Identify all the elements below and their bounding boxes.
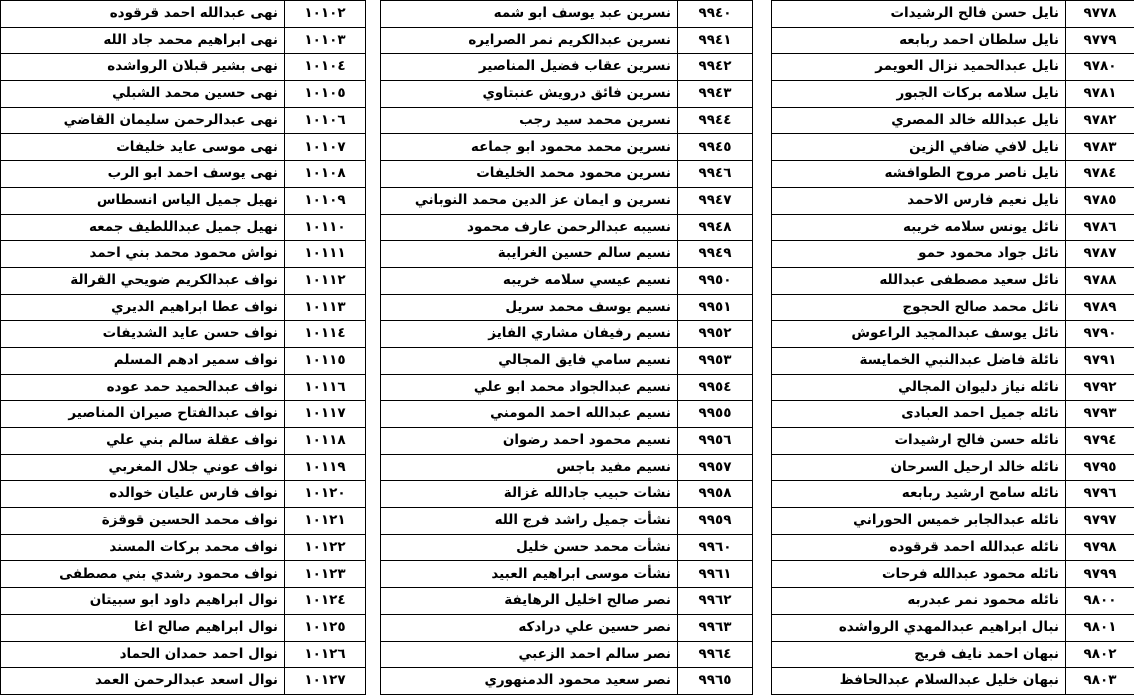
serial-number: ٩٩٦٢ (678, 588, 753, 615)
person-name: نواف عطا ابراهيم الديري (1, 294, 285, 321)
serial-number: ٩٧٨١ (1066, 81, 1134, 108)
table-row (1, 187, 366, 214)
person-name: نايل ناصر مروح الطوافشه (772, 161, 1066, 188)
table-row (772, 267, 1134, 294)
person-name: نسرين عقاب فضيل المناصير (381, 54, 678, 81)
serial-number: ١٠١٢٦ (285, 641, 366, 668)
person-name: نسرين محمد محمود ابو جماعه (381, 134, 678, 161)
serial-number: ٩٩٥١ (678, 294, 753, 321)
serial-number: ٩٧٩٥ (1066, 454, 1134, 481)
person-name: نسرين محمد سيد رجب (381, 107, 678, 134)
serial-number: ٩٩٥٧ (678, 454, 753, 481)
table-row (381, 241, 753, 268)
person-name: نايل حسن فالح الرشيدات (772, 1, 1066, 28)
table-row (772, 481, 1134, 508)
person-name: نهى يوسف احمد ابو الرب (1, 161, 285, 188)
column-middle (380, 0, 753, 695)
serial-number: ١٠١١٣ (285, 294, 366, 321)
serial-number: ٩٩٤٢ (678, 54, 753, 81)
person-name: نايل عبدالحميد نزال العويمر (772, 54, 1066, 81)
person-name: نواف فارس عليان خوالده (1, 481, 285, 508)
person-name: نواف عبدالحميد حمد عوده (1, 374, 285, 401)
serial-number: ٩٩٥٦ (678, 428, 753, 455)
table-row (381, 1, 753, 28)
table-row (381, 347, 753, 374)
person-name: نصر سعيد محمود الدمنهوري (381, 668, 678, 695)
person-name: نصر حسين علي درادكه (381, 614, 678, 641)
serial-number: ٩٩٥٥ (678, 401, 753, 428)
table-row (381, 294, 753, 321)
person-name: نائله سامح ارشيد ربابعه (772, 481, 1066, 508)
person-name: نشات حبيب جادالله غزالة (381, 481, 678, 508)
serial-number: ٩٩٤٦ (678, 161, 753, 188)
table-row (1, 321, 366, 348)
serial-number: ١٠١١٨ (285, 428, 366, 455)
person-name: نسيبه عبدالرحمن عارف محمود (381, 214, 678, 241)
person-name: نواف عبدالكريم ضويحي القرالة (1, 267, 285, 294)
serial-number: ٩٧٩٤ (1066, 428, 1134, 455)
person-name: نواف عبدالفتاح صيران المناصير (1, 401, 285, 428)
table-row (1, 614, 366, 641)
person-name: نصر صالح اخليل الرهايفة (381, 588, 678, 615)
table-row (381, 81, 753, 108)
person-name: نواف محمد الحسين قوقزة (1, 508, 285, 535)
table-row (1, 134, 366, 161)
table-row (772, 241, 1134, 268)
table-row (1, 534, 366, 561)
table-row (1, 374, 366, 401)
person-name: نشأت جميل راشد فرج الله (381, 508, 678, 535)
table-row (381, 561, 753, 588)
person-name: نبهان احمد نايف فريج (772, 641, 1066, 668)
serial-number: ٩٧٨٤ (1066, 161, 1134, 188)
table-row (772, 508, 1134, 535)
names-table (771, 0, 1134, 695)
names-table (380, 0, 753, 695)
serial-number: ٩٩٥٩ (678, 508, 753, 535)
table-row (772, 428, 1134, 455)
table-row (772, 347, 1134, 374)
table-row (1, 401, 366, 428)
person-name: نايل نعيم فارس الاحمد (772, 187, 1066, 214)
table-row (772, 27, 1134, 54)
table-row (1, 561, 366, 588)
person-name: نايل سلطان احمد ربابعه (772, 27, 1066, 54)
person-name: نسيم سالم حسين الغرايبة (381, 241, 678, 268)
serial-number: ٩٧٩٦ (1066, 481, 1134, 508)
person-name: نهى حسين محمد الشبلي (1, 81, 285, 108)
table-row (1, 588, 366, 615)
serial-number: ٩٩٦١ (678, 561, 753, 588)
table-row (1, 267, 366, 294)
serial-number: ١٠١١٧ (285, 401, 366, 428)
table-row (381, 267, 753, 294)
serial-number: ٩٧٨٩ (1066, 294, 1134, 321)
table-row (1, 508, 366, 535)
person-name: نوال ابراهيم صالح اغا (1, 614, 285, 641)
person-name: نهى عبدالله احمد قرقوده (1, 1, 285, 28)
serial-number: ٩٧٨٣ (1066, 134, 1134, 161)
serial-number: ١٠١٠٤ (285, 54, 366, 81)
table-row (381, 161, 753, 188)
serial-number: ٩٩٦٠ (678, 534, 753, 561)
person-name: نائله خالد ارحيل السرحان (772, 454, 1066, 481)
table-row (1, 107, 366, 134)
serial-number: ٩٩٤٧ (678, 187, 753, 214)
table-row (1, 1, 366, 28)
table-row (772, 1, 1134, 28)
table-row (381, 588, 753, 615)
table-row (772, 534, 1134, 561)
person-name: نايل سلامه بركات الجبور (772, 81, 1066, 108)
person-name: نسيم مفيد باجس (381, 454, 678, 481)
table-row (772, 401, 1134, 428)
table-row (772, 454, 1134, 481)
table-row (381, 107, 753, 134)
serial-number: ٩٧٩١ (1066, 347, 1134, 374)
table-row (381, 374, 753, 401)
table-row (1, 428, 366, 455)
table-row (381, 534, 753, 561)
serial-number: ٩٨٠٣ (1066, 668, 1134, 695)
table-row (381, 428, 753, 455)
serial-number: ٩٩٤١ (678, 27, 753, 54)
table-row (381, 668, 753, 695)
table-row (1, 641, 366, 668)
person-name: نسيم رفيفان مشاري الفايز (381, 321, 678, 348)
person-name: نوال ابراهيم داود ابو سبيتان (1, 588, 285, 615)
serial-number: ٩٩٦٥ (678, 668, 753, 695)
person-name: نائل محمد صالح الحجوج (772, 294, 1066, 321)
serial-number: ٩٨٠١ (1066, 614, 1134, 641)
person-name: نايل لافي ضافي الزين (772, 134, 1066, 161)
serial-number: ١٠١١٥ (285, 347, 366, 374)
serial-number: ٩٧٩٢ (1066, 374, 1134, 401)
person-name: نشأت محمد حسن خليل (381, 534, 678, 561)
table-row (772, 588, 1134, 615)
person-name: نسرين عبدالكريم نمر الصرايره (381, 27, 678, 54)
table-row (1, 161, 366, 188)
person-name: نوال احمد حمدان الحماد (1, 641, 285, 668)
serial-number: ٩٧٩٣ (1066, 401, 1134, 428)
person-name: نواف سمير ادهم المسلم (1, 347, 285, 374)
table-row (772, 641, 1134, 668)
serial-number: ١٠١٠٨ (285, 161, 366, 188)
person-name: نسرين عبد يوسف ابو شمه (381, 1, 678, 28)
serial-number: ١٠١٠٥ (285, 81, 366, 108)
person-name: نواف عوني جلال المغربي (1, 454, 285, 481)
serial-number: ٩٧٨٧ (1066, 241, 1134, 268)
serial-number: ١٠١٢٣ (285, 561, 366, 588)
table-row (772, 54, 1134, 81)
table-row (381, 214, 753, 241)
serial-number: ١٠١١٤ (285, 321, 366, 348)
table-row (772, 107, 1134, 134)
serial-number: ١٠١٢٢ (285, 534, 366, 561)
table-row (1, 454, 366, 481)
person-name: نائلة فاضل عبدالنبي الخمايسة (772, 347, 1066, 374)
person-name: نائله حسن فالح ارشيدات (772, 428, 1066, 455)
person-name: نهى موسى عايد خليفات (1, 134, 285, 161)
serial-number: ٩٩٤٩ (678, 241, 753, 268)
table-row (381, 134, 753, 161)
serial-number: ٩٨٠٢ (1066, 641, 1134, 668)
person-name: نايل عبدالله خالد المصري (772, 107, 1066, 134)
serial-number: ١٠١١٩ (285, 454, 366, 481)
serial-number: ٩٩٤٥ (678, 134, 753, 161)
person-name: نواف حسن عايد الشديفات (1, 321, 285, 348)
table-row (1, 214, 366, 241)
serial-number: ٩٨٠٠ (1066, 588, 1134, 615)
table-row (772, 134, 1134, 161)
serial-number: ٩٧٨٨ (1066, 267, 1134, 294)
serial-number: ١٠١١٠ (285, 214, 366, 241)
table-row (381, 27, 753, 54)
table-row (1, 54, 366, 81)
table-row (381, 641, 753, 668)
person-name: نسيم عبدالجواد محمد ابو علي (381, 374, 678, 401)
person-name: نوال اسعد عبدالرحمن العمد (1, 668, 285, 695)
serial-number: ١٠١٠٩ (285, 187, 366, 214)
serial-number: ١٠١٢٥ (285, 614, 366, 641)
serial-number: ١٠١٠٧ (285, 134, 366, 161)
serial-number: ١٠١١١ (285, 241, 366, 268)
serial-number: ٩٧٩٧ (1066, 508, 1134, 535)
person-name: نواف محمود رشدي بني مصطفى (1, 561, 285, 588)
table-row (381, 614, 753, 641)
table-row (772, 668, 1134, 695)
table-row (1, 668, 366, 695)
person-name: نسيم محمود احمد رضوان (381, 428, 678, 455)
table-row (1, 241, 366, 268)
person-name: نهيل جميل الياس انسطاس (1, 187, 285, 214)
table-row (381, 54, 753, 81)
person-name: نبال ابراهيم عبدالمهدي الرواشده (772, 614, 1066, 641)
person-name: نهى ابراهيم محمد جاد الله (1, 27, 285, 54)
table-row (772, 374, 1134, 401)
person-name: نائله نياز دليوان المجالي (772, 374, 1066, 401)
person-name: نهى عبدالرحمن سليمان القاضي (1, 107, 285, 134)
serial-number: ١٠١٠٣ (285, 27, 366, 54)
table-row (381, 481, 753, 508)
serial-number: ١٠١٢١ (285, 508, 366, 535)
column-left (0, 0, 366, 695)
serial-number: ٩٩٥٨ (678, 481, 753, 508)
serial-number: ٩٧٩٩ (1066, 561, 1134, 588)
person-name: نواف محمد بركات المسند (1, 534, 285, 561)
table-row (1, 27, 366, 54)
serial-number: ٩٩٥٤ (678, 374, 753, 401)
person-name: نبهان خليل عبدالسلام عبدالحافظ (772, 668, 1066, 695)
table-row (772, 614, 1134, 641)
person-name: نهى بشير قبلان الرواشده (1, 54, 285, 81)
serial-number: ٩٧٨٢ (1066, 107, 1134, 134)
serial-number: ٩٧٧٩ (1066, 27, 1134, 54)
table-row (772, 187, 1134, 214)
table-row (772, 81, 1134, 108)
person-name: نائله عبدالجابر خميس الحوراني (772, 508, 1066, 535)
person-name: نائل يونس سلامه خريبه (772, 214, 1066, 241)
table-row (1, 294, 366, 321)
person-name: نصر سالم احمد الزعبي (381, 641, 678, 668)
person-name: نائل يوسف عبدالمجيد الراعوش (772, 321, 1066, 348)
table-row (381, 508, 753, 535)
person-name: نائله محمود عبدالله فرحات (772, 561, 1066, 588)
person-name: نسيم سامي فايق المجالي (381, 347, 678, 374)
table-row (1, 347, 366, 374)
person-name: نواف عقلة سالم بني علي (1, 428, 285, 455)
person-name: نائل سعيد مصطفى عبدالله (772, 267, 1066, 294)
table-row (1, 481, 366, 508)
person-name: نسرين محمود محمد الخليفات (381, 161, 678, 188)
person-name: نسرين فائق درويش عنبتاوي (381, 81, 678, 108)
serial-number: ٩٩٦٤ (678, 641, 753, 668)
serial-number: ٩٧٨٠ (1066, 54, 1134, 81)
person-name: نائله عبدالله احمد قرقوده (772, 534, 1066, 561)
table-row (381, 187, 753, 214)
serial-number: ١٠١٢٤ (285, 588, 366, 615)
person-name: نائله جميل احمد العبادى (772, 401, 1066, 428)
serial-number: ٩٩٥٢ (678, 321, 753, 348)
serial-number: ٩٩٤٣ (678, 81, 753, 108)
serial-number: ١٠١٢٧ (285, 668, 366, 695)
person-name: نسيم يوسف محمد سريل (381, 294, 678, 321)
serial-number: ٩٩٤٠ (678, 1, 753, 28)
table-row (1, 81, 366, 108)
person-name: نهيل جميل عبداللطيف جمعه (1, 214, 285, 241)
serial-number: ٩٧٨٦ (1066, 214, 1134, 241)
person-name: نواش محمود محمد بني احمد (1, 241, 285, 268)
serial-number: ٩٧٩٨ (1066, 534, 1134, 561)
table-row (381, 454, 753, 481)
serial-number: ١٠١٠٦ (285, 107, 366, 134)
serial-number: ١٠١٢٠ (285, 481, 366, 508)
names-table (0, 0, 366, 695)
person-name: نشأت موسى ابراهيم العبيد (381, 561, 678, 588)
person-name: نسيم عيسي سلامه خريبه (381, 267, 678, 294)
serial-number: ٩٧٨٥ (1066, 187, 1134, 214)
table-row (772, 321, 1134, 348)
serial-number: ٩٧٩٠ (1066, 321, 1134, 348)
serial-number: ١٠١١٦ (285, 374, 366, 401)
person-name: نسيم عبدالله احمد المومني (381, 401, 678, 428)
serial-number: ٩٩٤٤ (678, 107, 753, 134)
table-row (772, 161, 1134, 188)
table-row (381, 401, 753, 428)
person-name: نسرين و ايمان عز الدين محمد النوباني (381, 187, 678, 214)
serial-number: ٩٧٧٨ (1066, 1, 1134, 28)
table-row (381, 321, 753, 348)
serial-number: ٩٩٥٣ (678, 347, 753, 374)
table-row (772, 214, 1134, 241)
column-right (771, 0, 1134, 695)
serial-number: ٩٩٦٣ (678, 614, 753, 641)
serial-number: ٩٩٤٨ (678, 214, 753, 241)
serial-number: ١٠١١٢ (285, 267, 366, 294)
person-name: نائل جواد محمود حمو (772, 241, 1066, 268)
serial-number: ٩٩٥٠ (678, 267, 753, 294)
table-row (772, 294, 1134, 321)
table-row (772, 561, 1134, 588)
serial-number: ١٠١٠٢ (285, 1, 366, 28)
person-name: نائله محمود نمر عبدربه (772, 588, 1066, 615)
